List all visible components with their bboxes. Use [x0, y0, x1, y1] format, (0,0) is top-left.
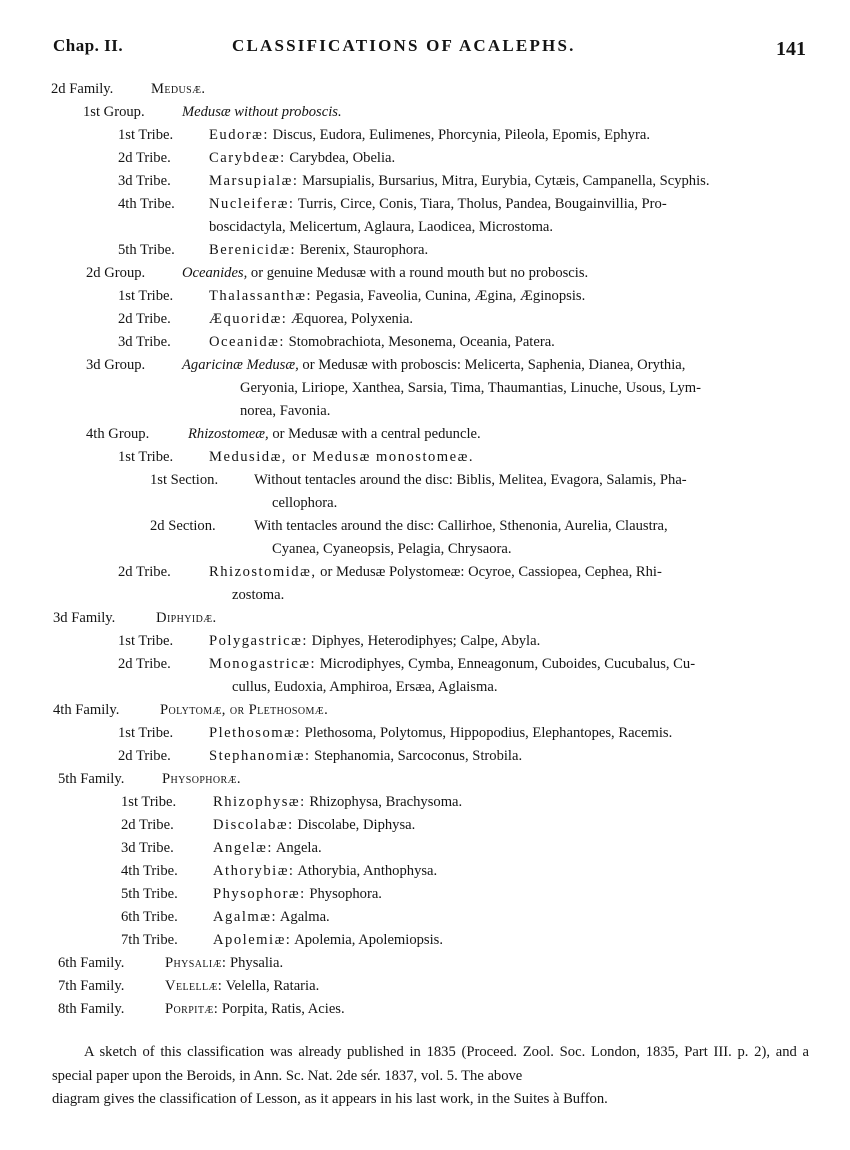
- taxon-name: Rhizostomeæ,: [188, 426, 269, 442]
- rank-label: 1st Group.: [83, 104, 145, 120]
- group-line: [0, 101, 850, 124]
- genera-list: Without tentacles around the disc: Biblis, Melitea, Evagora, Salamis, Pha-: [254, 472, 687, 488]
- rank-label: 6th Tribe.: [121, 909, 178, 925]
- taxon-name: Physaliæ:: [165, 955, 227, 971]
- rank-label: 2d Tribe.: [118, 150, 171, 166]
- tribe-line: [0, 929, 850, 952]
- taxon-name: Rhizophysæ:: [213, 794, 306, 810]
- tribe-line: [0, 561, 850, 584]
- rank-label: 3d Tribe.: [118, 173, 171, 189]
- rank-label: 1st Tribe.: [118, 288, 174, 304]
- taxon-name: Monogastricæ:: [209, 656, 317, 672]
- tribe-line: [0, 630, 850, 653]
- genera-list: Discus, Eudora, Eulimenes, Phorcynia, Pileola, Epomis, Ephyra.: [272, 127, 650, 143]
- continuation-line: [0, 584, 850, 607]
- tribe-line: [0, 285, 850, 308]
- taxon-name: Carybdeæ:: [209, 150, 286, 166]
- continuation-line: [0, 400, 850, 423]
- genera-list: With tentacles around the disc: Callirhoe, Sthenonia, Aurelia, Claustra,: [254, 518, 668, 534]
- rank-label: 2d Tribe.: [118, 656, 171, 672]
- classification-list: [0, 78, 850, 1021]
- taxon-name: Thalassanthæ:: [209, 288, 312, 304]
- tribe-line: [0, 193, 850, 216]
- rank-label: 2d Family.: [51, 81, 114, 97]
- rank-label: 4th Family.: [53, 702, 120, 718]
- tribe-line: [0, 814, 850, 837]
- taxon-name: Diphyidæ.: [156, 610, 217, 626]
- genera-list: Æquorea, Polyxenia.: [291, 311, 414, 327]
- genera-list: Athorybia, Anthophysa.: [297, 863, 438, 879]
- rank-label: 1st Tribe.: [118, 725, 174, 741]
- rank-label: 2d Section.: [150, 518, 216, 534]
- taxon-name: Æquoridæ:: [209, 311, 288, 327]
- rank-label: 8th Family.: [58, 1001, 125, 1017]
- rank-label: 2d Tribe.: [121, 817, 174, 833]
- tribe-line: [0, 308, 850, 331]
- paragraph-text: A sketch of this classification was already published in 1835 (Proceed. Zool. Soc. London, 1835, Part III. p. 2), and a special paper upon the Beroids, in Ann. Sc. Nat. 2de sér. 1837, vol. 5. The above: [52, 1044, 809, 1084]
- family-line: [0, 998, 850, 1021]
- genera-list: cellophora.: [272, 495, 338, 511]
- rank-label: 4th Group.: [86, 426, 150, 442]
- tribe-line: [0, 860, 850, 883]
- taxon-name: Angelæ:: [213, 840, 273, 856]
- rank-label: 2d Tribe.: [118, 748, 171, 764]
- continuation-line: [0, 216, 850, 239]
- taxon-name: Agaricinæ Medusæ,: [182, 357, 299, 373]
- taxon-name: Physophoræ:: [213, 886, 306, 902]
- taxon-name: Porpitæ:: [165, 1001, 219, 1017]
- genera-list: Rhizophysa, Brachysoma.: [309, 794, 463, 810]
- continuation-line: [0, 676, 850, 699]
- rank-label: 6th Family.: [58, 955, 125, 971]
- tribe-line: [0, 653, 850, 676]
- genera-list: or Medusæ with a central peduncle.: [272, 426, 481, 442]
- family-line: [0, 699, 850, 722]
- continuation-line: [0, 377, 850, 400]
- section-line: [0, 515, 850, 538]
- genera-list: Physalia.: [229, 955, 284, 971]
- taxon-name: Polygastricæ:: [209, 633, 308, 649]
- rank-label: 1st Tribe.: [118, 633, 174, 649]
- tribe-line: [0, 239, 850, 262]
- family-line: [0, 952, 850, 975]
- tribe-line: [0, 124, 850, 147]
- closing-paragraph: [52, 1041, 809, 1112]
- page-title: CLASSIFICATIONS OF ACALEPHS.: [232, 36, 576, 55]
- taxon-name: Marsupialæ:: [209, 173, 299, 189]
- taxon-name: Medusæ without proboscis.: [182, 104, 342, 120]
- rank-label: 3d Group.: [86, 357, 146, 373]
- rank-label: 5th Family.: [58, 771, 125, 787]
- genera-list: boscidactyla, Melicertum, Aglaura, Laodicea, Microstoma.: [209, 219, 554, 235]
- family-line: [0, 607, 850, 630]
- rank-label: 3d Tribe.: [121, 840, 174, 856]
- genera-list: zostoma.: [232, 587, 285, 603]
- rank-label: 1st Tribe.: [121, 794, 177, 810]
- group-line: [0, 423, 850, 446]
- genera-list: Cyanea, Cyaneopsis, Pelagia, Chrysaora.: [272, 541, 512, 557]
- rank-label: 4th Tribe.: [121, 863, 178, 879]
- rank-label: 7th Tribe.: [121, 932, 178, 948]
- tribe-line: [0, 906, 850, 929]
- tribe-line: [0, 722, 850, 745]
- tribe-line: [0, 883, 850, 906]
- genera-list: [209, 446, 474, 469]
- tribe-line: [0, 791, 850, 814]
- running-header: [0, 36, 850, 66]
- family-line: [0, 78, 850, 101]
- taxon-name: Eudoræ:: [209, 127, 269, 143]
- taxon-name: Medusidæ,: [209, 449, 287, 465]
- genera-list: Berenix, Staurophora.: [299, 242, 429, 258]
- rank-label: 4th Tribe.: [118, 196, 175, 212]
- genera-text: or Medusæ monostomeæ.: [292, 449, 475, 465]
- genera-list: Stomobrachiota, Mesonema, Oceania, Patera.: [288, 334, 555, 350]
- continuation-line: [0, 492, 850, 515]
- group-line: [0, 262, 850, 285]
- rank-label: 2d Tribe.: [118, 564, 171, 580]
- family-line: [0, 768, 850, 791]
- chapter-label: Chap. II.: [53, 36, 124, 55]
- taxon-name: Oceanides,: [182, 265, 248, 281]
- genera-list: Marsupialis, Bursarius, Mitra, Eurybia, Cytæis, Campanella, Scyphis.: [302, 173, 710, 189]
- taxon-name: Rhizostomidæ,: [209, 564, 317, 580]
- rank-label: 5th Tribe.: [121, 886, 178, 902]
- page-number: 141: [776, 38, 806, 60]
- genera-list: Diphyes, Heterodiphyes; Calpe, Abyla.: [311, 633, 541, 649]
- rank-label: 1st Tribe.: [118, 127, 174, 143]
- taxon-name: Discolabæ:: [213, 817, 294, 833]
- continuation-line: [0, 538, 850, 561]
- taxon-name: Nucleiferæ:: [209, 196, 295, 212]
- genera-list: Plethosoma, Polytomus, Hippopodius, Elephantopes, Racemis.: [304, 725, 673, 741]
- tribe-line: [0, 745, 850, 768]
- rank-label: 2d Tribe.: [118, 311, 171, 327]
- taxon-name: Berenicidæ:: [209, 242, 297, 258]
- taxon-name: Agalmæ:: [213, 909, 278, 925]
- section-line: [0, 469, 850, 492]
- genera-list: Carybdea, Obelia.: [289, 150, 396, 166]
- genera-list: Agalma.: [279, 909, 330, 925]
- genera-list: or genuine Medusæ with a round mouth but no proboscis.: [250, 265, 589, 281]
- genera-list: or Medusæ Polystomeæ: Ocyroe, Cassiopea, Cephea, Rhi-: [320, 564, 662, 580]
- tribe-line: [0, 331, 850, 354]
- genera-list: or Medusæ with proboscis: Melicerta, Saphenia, Dianea, Orythia,: [302, 357, 686, 373]
- family-line: [0, 975, 850, 998]
- taxon-name: Stephanomiæ:: [209, 748, 311, 764]
- genera-list: Pegasia, Faveolia, Cunina, Ægina, Æginopsis.: [315, 288, 586, 304]
- group-line: [0, 354, 850, 377]
- genera-list: Geryonia, Liriope, Xanthea, Sarsia, Tima, Thaumantias, Linuche, Usous, Lym-: [240, 380, 701, 396]
- genera-list: norea, Favonia.: [240, 403, 331, 419]
- taxon-name: Apolemiæ:: [213, 932, 292, 948]
- genera-list: Apolemia, Apolemiopsis.: [294, 932, 443, 948]
- rank-label: 2d Group.: [86, 265, 146, 281]
- taxon-name: Medusæ.: [151, 81, 206, 97]
- genera-list: cullus, Eudoxia, Amphiroa, Ersæa, Aglaisma.: [232, 679, 498, 695]
- rank-label: 1st Tribe.: [118, 449, 174, 465]
- genera-list: Turris, Circe, Conis, Tiara, Tholus, Pandea, Bougainvillia, Pro-: [297, 196, 667, 212]
- rank-label: 3d Tribe.: [118, 334, 171, 350]
- tribe-line: [0, 446, 850, 469]
- rank-label: 7th Family.: [58, 978, 125, 994]
- genera-list: Stephanomia, Sarcoconus, Strobila.: [314, 748, 523, 764]
- taxon-name: Polytomæ, or Plethosomæ.: [160, 702, 329, 718]
- tribe-line: [0, 837, 850, 860]
- genera-list: Physophora.: [309, 886, 382, 902]
- tribe-line: [0, 147, 850, 170]
- tribe-line: [0, 170, 850, 193]
- genera-list: Velella, Rataria.: [225, 978, 320, 994]
- taxon-name: Athorybiæ:: [213, 863, 295, 879]
- genera-list: Angela.: [275, 840, 322, 856]
- paragraph-last-line: diagram gives the classification of Lesson, as it appears in his last work, in the Suites à Buffon.: [52, 1091, 608, 1107]
- rank-label: 1st Section.: [150, 472, 219, 488]
- taxon-name: Velellæ:: [165, 978, 223, 994]
- taxon-name: Plethosomæ:: [209, 725, 301, 741]
- genera-list: Porpita, Ratis, Acies.: [221, 1001, 345, 1017]
- genera-list: Discolabe, Diphysa.: [297, 817, 416, 833]
- rank-label: 3d Family.: [53, 610, 116, 626]
- genera-list: Microdiphyes, Cymba, Enneagonum, Cuboides, Cucubalus, Cu-: [319, 656, 696, 672]
- taxon-name: Physophoræ.: [162, 771, 241, 787]
- taxon-name: Oceanidæ:: [209, 334, 285, 350]
- rank-label: 5th Tribe.: [118, 242, 175, 258]
